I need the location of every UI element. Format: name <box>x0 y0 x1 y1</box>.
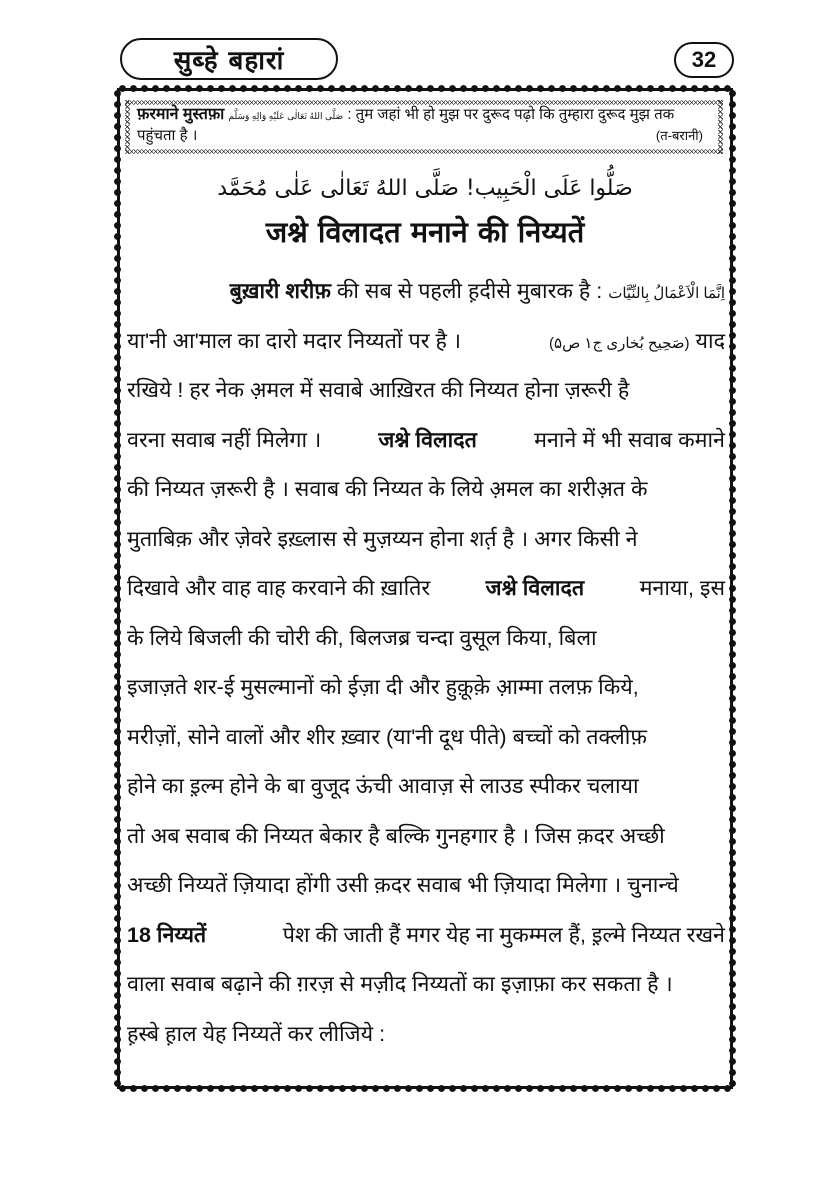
text-span: अच्छी निय्यतें ज़ियादा होंगी उसी क़दर सवाब भी ज़ियादा मिलेगा । चुनान्चे <box>127 873 679 898</box>
text-span: मनाया, इस <box>639 576 725 601</box>
notice-line-1 <box>137 105 713 126</box>
text-span: या'नी आ'माल का दारो मदार निय्यतों पर है । <box>127 328 461 353</box>
body-line-11 <box>127 761 725 811</box>
bold-phrase: जश्ने विलादत <box>485 576 585 601</box>
book-title-badge <box>120 38 338 80</box>
body-line-6 <box>127 514 725 564</box>
text-span: ह़स्बे ह़ाल येह निय्यतें कर लीजिये : <box>127 1021 386 1046</box>
notice-text-2: पहुंचता है । <box>137 127 198 144</box>
text-span: की सब से पहली ह़दीसे मुबारक है : <box>330 279 609 304</box>
notice-line-2 <box>137 126 713 145</box>
notice-source: (त-बरानी) <box>655 128 703 143</box>
body-text <box>127 266 725 1058</box>
arabic-reference: (صَحِیح بُخاری ج۱ ص۵) <box>549 334 690 352</box>
page-number: 32 <box>691 47 717 72</box>
notice-text-1: : तुम जहां भी हो मुझ पर दुरूद पढ़ो कि तुम्हारा दुरूद मुझ तक <box>347 106 675 123</box>
book-title: सुब्हे बहारां <box>173 46 285 76</box>
body-line-9 <box>127 662 725 712</box>
body-line-14 <box>127 910 725 960</box>
bold-phrase: 18 निय्यतें <box>127 922 207 947</box>
notice-label: फ़रमाने मुस्तफ़ा <box>137 106 225 123</box>
text-span: मनाने में भी सवाब कमाने <box>534 427 725 452</box>
body-line-15 <box>127 959 725 1009</box>
body-line-4 <box>127 415 725 465</box>
body-line-13 <box>127 860 725 910</box>
bold-phrase: जश्ने विलादत <box>378 427 477 452</box>
zigzag-border-top <box>125 100 723 105</box>
text-span: के लिये बिजली की चोरी की, बिलजब्र चन्दा वुसूल किया, बिला <box>127 625 597 650</box>
body-line-10 <box>127 712 725 762</box>
body-line-16 <box>127 1009 725 1059</box>
text-span: रखिये ! हर नेक अ़मल में सवाबे आख़िरत की निय्यत होना ज़रूरी है <box>127 378 630 403</box>
arabic-quote: اِنَّمَا الْاَعْمَالُ بِالنِّيَّات <box>608 285 725 303</box>
arabic-salutation: صَلُّوا عَلَى الْحَبِيب! صَلَّى اللهُ تَعَالٰى عَلٰى مُحَمَّد <box>217 176 633 201</box>
body-line-7 <box>127 563 725 613</box>
text-span: दिखावे और वाह वाह करवाने की ख़ातिर <box>127 576 431 601</box>
page-heading: जश्ने विलादत मनाने की निय्यतें <box>265 215 585 249</box>
body-line-12 <box>127 811 725 861</box>
text-span: मरीज़ों, सोने वालों और शीर ख़्वार (या'नी दूध पीते) बच्चों को तक्लीफ़ <box>127 724 647 749</box>
text-span: की निय्यत ज़रूरी है । सवाब की निय्यत के लिये अ़मल का शरीअ़त के <box>127 477 648 502</box>
text-span: होने का इ़ल्म होने के बा वुजूद ऊंची आवाज़ से लाउड स्पीकर चलाया <box>127 774 639 799</box>
text-span: मुताबिक़ और ज़ेवरे इख़्लास से मुज़य्यन होना शर्त़ है । अगर किसी ने <box>127 526 638 551</box>
text-span: याद <box>695 328 725 353</box>
body-line-5 <box>127 464 725 514</box>
zigzag-border-left <box>125 100 130 154</box>
zigzag-border-right <box>718 100 723 154</box>
text-span: तो अब सवाब की निय्यत बेकार है बल्कि गुनहगार है । जिस क़दर अच्छी <box>127 823 665 848</box>
bold-phrase: बुख़ारी शरीफ़ <box>229 279 331 304</box>
page-frame <box>117 88 733 1089</box>
body-line-1 <box>127 266 725 316</box>
notice-salawat: صَلَّى اللهُ تَعَالٰى عَلَيْهِ وَالِهِ وَسَلَّم <box>228 111 344 121</box>
text-span: वरना सवाब नहीं मिलेगा । <box>127 427 322 452</box>
hadith-notice-box <box>125 100 723 154</box>
border-line-bottom <box>117 1086 733 1089</box>
body-line-2 <box>127 316 725 366</box>
zigzag-border-bottom <box>125 149 723 154</box>
body-line-8 <box>127 613 725 663</box>
text-span: पेश की जाती हैं मगर येह ना मुकम्मल हैं, इ़ल्मे निय्यत रखने <box>282 922 725 947</box>
text-span: वाला सवाब बढ़ाने की ग़रज़ से मज़ीद निय्यतों का इज़ाफ़ा कर सकता है । <box>127 972 673 997</box>
body-line-3 <box>127 365 725 415</box>
page-number-badge <box>674 42 734 78</box>
text-span: इजाज़ते शर-ई मुसल्मानों को ईज़ा दी और हुक़ूक़े आ़म्मा तलफ़ किये, <box>127 675 639 700</box>
border-line-top <box>117 88 733 91</box>
